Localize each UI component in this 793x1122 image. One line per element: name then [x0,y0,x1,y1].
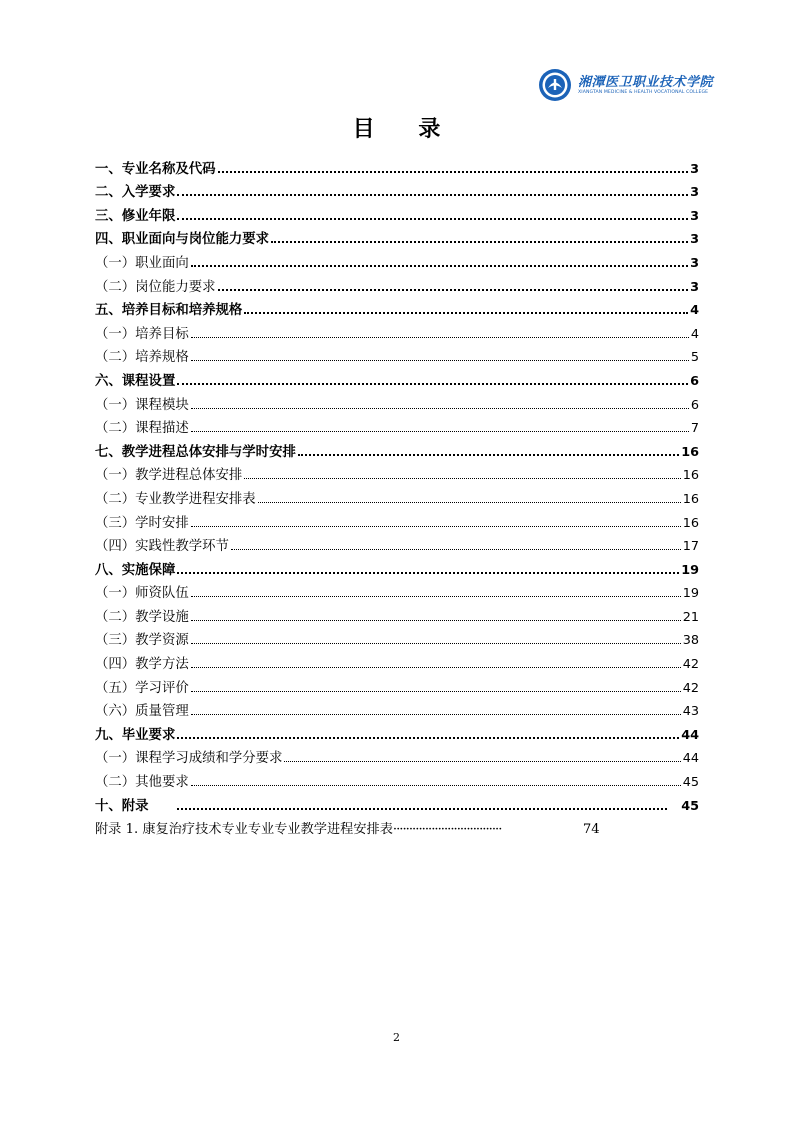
dot-leader [191,714,681,715]
dot-leader [191,265,688,267]
toc-entry-label: （一）教学进程总体安排 [95,468,243,484]
toc-entry[interactable] [95,578,699,602]
toc-entry-label: （二）培养规格 [95,350,189,366]
toc-entry[interactable] [95,177,699,201]
dot-leader [191,337,689,338]
toc-entry[interactable] [95,295,699,319]
toc-entry-page: 6 [690,373,699,389]
toc-entry-page: 3 [690,208,699,224]
dot-leader [177,572,679,574]
toc-entry[interactable] [95,342,699,366]
dot-leader [271,241,688,243]
dot-leader [284,761,680,762]
toc-entry-page: 16 [682,515,699,531]
toc-entry-label: （三）学时安排 [95,515,189,531]
toc-entry-label: 一、专业名称及代码 [95,161,216,177]
toc-entry-label: （二）课程描述 [95,421,189,437]
college-name-cn: 湘潭医卫职业技术学院 [578,75,714,90]
toc-entry[interactable] [95,696,699,720]
toc-entry-label: 九、毕业要求 [95,727,176,743]
toc-entry-page: 4 [690,326,699,342]
toc-entry[interactable] [95,507,699,531]
page-title: 目 录 [352,117,459,142]
toc-entry[interactable] [95,601,699,625]
toc-entry[interactable] [95,743,699,767]
toc-entry[interactable] [95,153,699,177]
toc-entry-page: 16 [682,491,699,507]
dot-leader [191,667,681,668]
toc-entry[interactable] [95,224,699,248]
toc-entry[interactable] [95,531,699,555]
toc-entry-page: 3 [690,185,699,201]
toc-entry-page: 3 [690,279,699,295]
toc-entry-label: （二）其他要求 [95,775,189,791]
toc-entry-page: 44 [682,751,699,767]
toc-entry-label: 三、修业年限 [95,208,176,224]
dot-leader [218,289,689,291]
toc-entry-label: （一）课程模块 [95,397,189,413]
toc-entry-label: （一）培养目标 [95,326,189,342]
dot-leader [191,691,681,692]
toc-entry-page: 43 [682,704,699,720]
toc-entry-label: 十、附录 [95,798,149,814]
toc-entry-page: 19 [682,586,699,602]
toc-entry-label: （一）课程学习成绩和学分要求 [95,751,283,767]
toc-entry-label: （二）岗位能力要求 [95,279,216,295]
toc-entry[interactable] [95,483,699,507]
toc-entry-page: 5 [690,350,699,366]
dot-leader [191,408,689,409]
toc-entry-page: 44 [681,727,699,743]
toc-entry-page: 3 [690,232,699,248]
toc-entry-page: 19 [681,562,699,578]
toc-entry[interactable] [95,790,699,814]
page-number: 2 [393,1031,400,1044]
toc-entry-label: 四、职业面向与岗位能力要求 [95,232,270,248]
toc-entry-page: 16 [682,468,699,484]
dot-leader [177,194,688,196]
dot-leader: ·································· [392,822,502,838]
college-logo [538,68,714,104]
dot-leader [244,478,680,479]
toc-appendix-entry[interactable] [95,814,699,838]
toc-entry-label: 八、实施保障 [95,562,176,578]
dot-leader [191,431,689,432]
dot-leader [191,360,689,361]
toc-entry-page: 3 [690,161,699,177]
toc-entry[interactable] [95,436,699,460]
toc-entry-label: （四）教学方法 [95,657,189,673]
dot-leader [191,643,681,644]
toc-entry[interactable] [95,413,699,437]
toc-entry[interactable] [95,389,699,413]
toc-entry-page: 74 [582,822,600,838]
college-emblem-icon [538,68,572,102]
toc-entry-label: 二、入学要求 [95,185,176,201]
toc-entry-label: 五、培养目标和培养规格 [95,303,243,319]
toc-entry-label: （二）专业教学进程安排表 [95,491,256,507]
table-of-contents [95,153,699,837]
toc-entry-page: 16 [681,444,699,460]
toc-entry-label: 附录 1. 康复治疗技术专业专业专业教学进程安排表 [95,822,393,838]
toc-entry[interactable] [95,672,699,696]
toc-entry[interactable] [95,554,699,578]
toc-entry-page: 45 [681,798,699,814]
toc-entry[interactable] [95,719,699,743]
dot-leader [258,502,681,503]
toc-entry-label: （一）职业面向 [95,255,189,271]
dot-leader [177,808,668,810]
dot-leader [191,596,681,597]
toc-entry-page: 17 [682,539,699,555]
toc-entry[interactable] [95,318,699,342]
toc-entry[interactable] [95,766,699,790]
dot-leader [191,785,681,786]
dot-leader [191,620,681,621]
toc-entry[interactable] [95,365,699,389]
dot-leader [177,383,688,385]
toc-entry-page: 7 [690,421,699,437]
toc-entry-page: 3 [690,255,699,271]
toc-entry[interactable] [95,200,699,224]
toc-entry-page: 6 [690,397,699,413]
toc-entry-label: （六）质量管理 [95,704,189,720]
toc-entry-label: （四）实践性教学环节 [95,539,229,555]
toc-entry-label: 六、课程设置 [95,373,176,389]
dot-leader [191,526,681,527]
toc-entry-page: 42 [682,657,699,673]
toc-entry-page: 38 [682,633,699,649]
toc-entry[interactable] [95,460,699,484]
toc-entry-label: （五）学习评价 [95,680,189,696]
college-name-en: XIANGTAN MEDICINE & HEALTH VOCATIONAL COLLEGE [578,90,709,95]
toc-entry-label: （一）师资队伍 [95,586,189,602]
toc-entry[interactable] [95,247,699,271]
dot-leader [298,454,679,456]
toc-entry[interactable] [95,271,699,295]
dot-leader [244,312,688,314]
toc-entry-page: 45 [682,775,699,791]
toc-entry-label: （二）教学设施 [95,609,189,625]
toc-entry-page: 21 [682,609,699,625]
toc-entry[interactable] [95,648,699,672]
dot-leader [177,218,688,220]
toc-entry-label: 七、教学进程总体安排与学时安排 [95,444,296,460]
toc-entry-label: （三）教学资源 [95,633,189,649]
toc-entry[interactable] [95,625,699,649]
toc-entry-page: 4 [690,303,699,319]
dot-leader [231,549,681,550]
toc-entry-page: 42 [682,680,699,696]
dot-leader [177,737,679,739]
dot-leader [218,171,689,173]
